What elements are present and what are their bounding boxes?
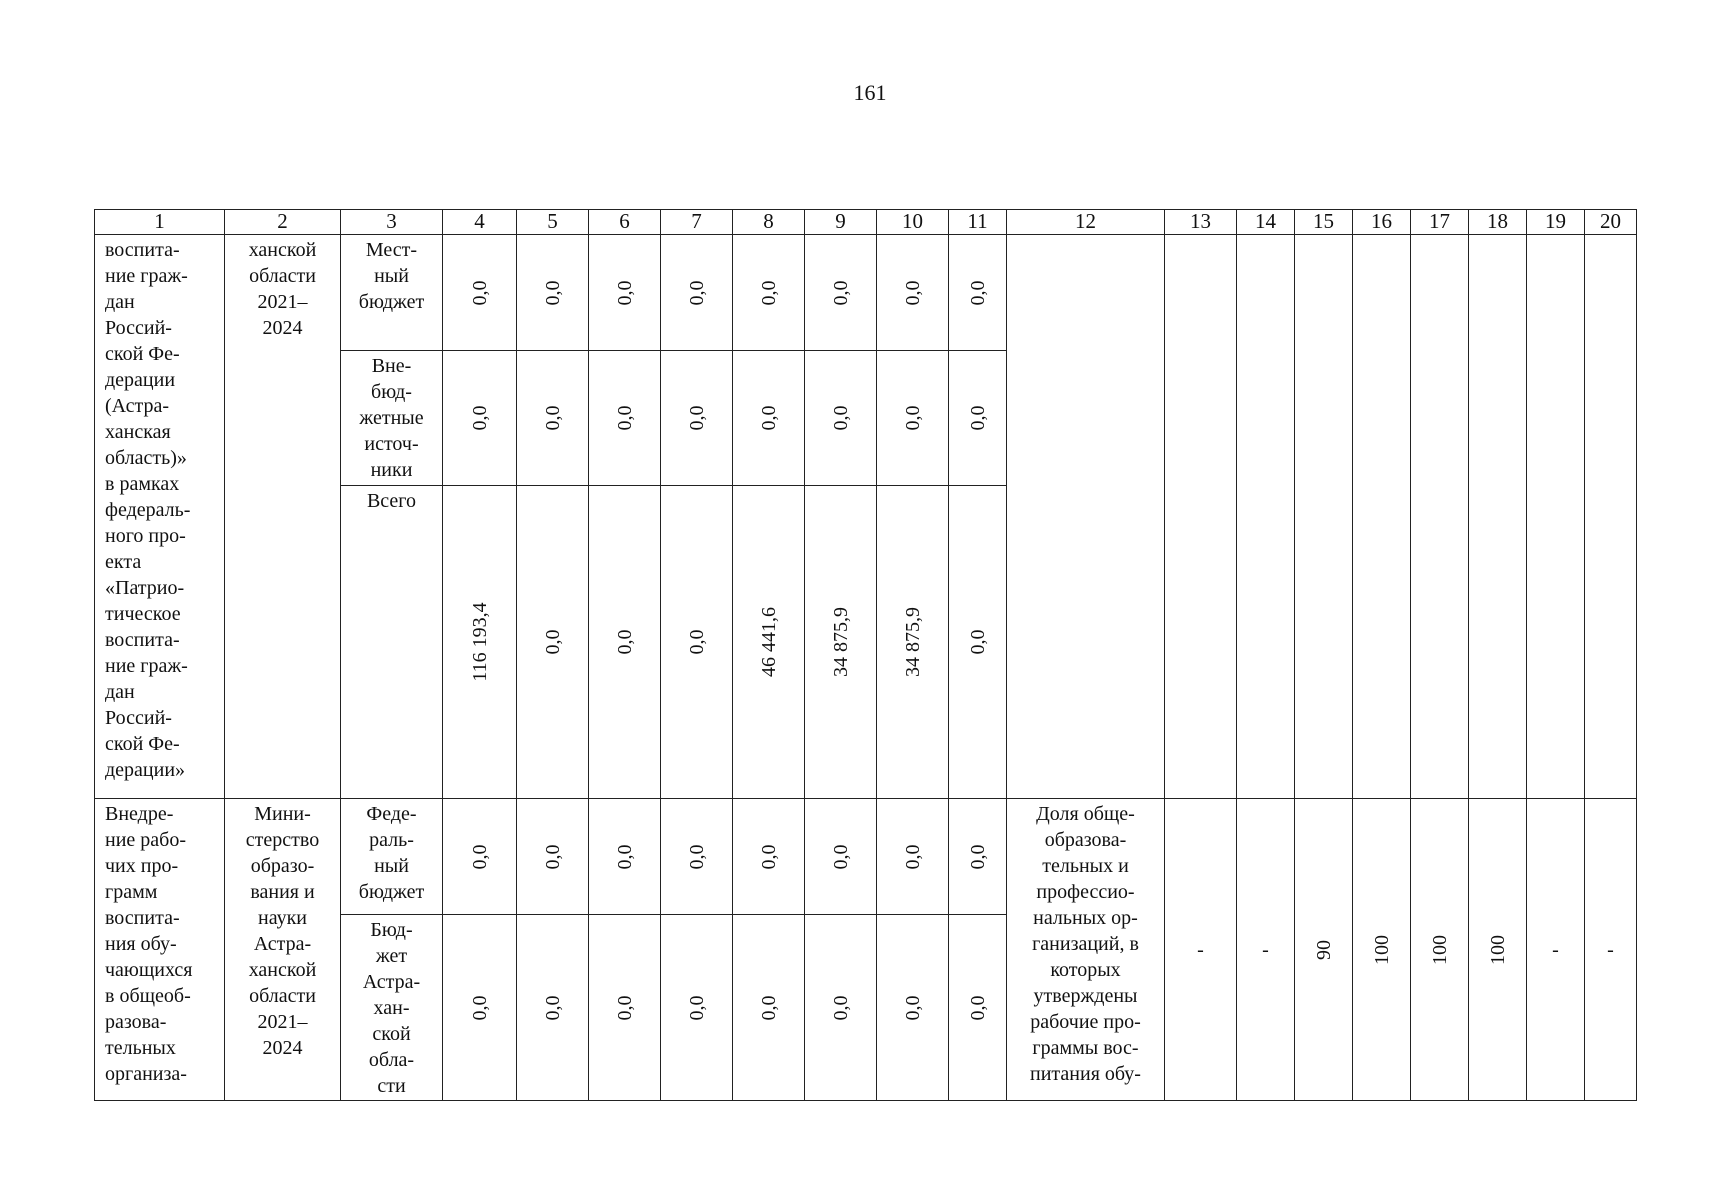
cell-text-line: ханская: [105, 421, 171, 443]
cell-value: -: [1262, 938, 1269, 961]
value-cell: [877, 799, 949, 915]
cell-text-line: грамм: [105, 881, 158, 903]
column-number-cell: 2: [225, 210, 341, 235]
cell-value: 0,0: [541, 405, 564, 431]
cell-value: 0,0: [468, 844, 491, 869]
value-cell: [517, 486, 589, 799]
cell-text-line: область)»: [105, 447, 187, 469]
cell-text-line: ния обу-: [105, 933, 177, 955]
value-cell: [517, 235, 589, 351]
indicator-name-cell: [1007, 799, 1165, 1101]
value-cell: [805, 799, 877, 915]
indicator-cell: [1585, 799, 1637, 1101]
column-number-cell: 16: [1353, 210, 1411, 235]
cell-text-line: воспита-: [105, 629, 180, 651]
indicator-cell: [1411, 799, 1469, 1101]
cell-text-line: в рамках: [105, 473, 180, 495]
indicator-cell: [1411, 235, 1469, 799]
cell-text-line: ного про-: [105, 525, 186, 547]
cell-value: 0,0: [685, 280, 708, 305]
cell-text-line: тельных: [105, 1037, 176, 1059]
column-number-cell: 1: [95, 210, 225, 235]
value-cell: [443, 486, 517, 799]
page-number: 161: [853, 80, 887, 105]
cell-text-line: нальных ор-: [1033, 907, 1138, 929]
cell-value: 0,0: [613, 844, 636, 869]
cell-value: 0,0: [613, 405, 636, 431]
cell-text: [344, 488, 439, 514]
value-cell: [517, 351, 589, 486]
cell-text-line: Астра-: [362, 971, 421, 993]
funding-source-cell: [341, 351, 443, 486]
column-number-cell: 18: [1469, 210, 1527, 235]
value-cell: [589, 235, 661, 351]
value-cell: [661, 486, 733, 799]
cell-value: 0,0: [541, 629, 564, 655]
cell-value: 100: [1486, 934, 1509, 965]
cell-text-line: ханской: [248, 959, 317, 981]
value-cell: [877, 486, 949, 799]
cell-value: 0,0: [613, 629, 636, 655]
cell-value: 0,0: [757, 844, 780, 869]
cell-value: 0,0: [541, 844, 564, 869]
indicator-cell: [1295, 235, 1353, 799]
value-cell: [443, 351, 517, 486]
value-cell: [443, 235, 517, 351]
executor-cell: [225, 235, 341, 799]
funding-source-cell: [341, 915, 443, 1101]
cell-text-line: тельных и: [1042, 855, 1129, 877]
column-number-cell: 8: [733, 210, 805, 235]
value-cell: [589, 486, 661, 799]
indicator-cell: [1237, 799, 1295, 1101]
cell-text-line: воспита-: [105, 907, 180, 929]
cell-text-line: федераль-: [105, 499, 191, 521]
event-name-cell: [95, 235, 225, 799]
cell-text-line: ники: [370, 459, 413, 481]
indicator-cell: [1527, 799, 1585, 1101]
cell-text-line: чих про-: [105, 855, 179, 877]
value-cell: [589, 915, 661, 1101]
cell-text-line: (Астра-: [105, 395, 170, 417]
cell-text-line: дан: [105, 291, 135, 313]
value-cell: [733, 915, 805, 1101]
value-cell: [589, 351, 661, 486]
cell-value: 0,0: [966, 629, 989, 655]
value-cell: [517, 915, 589, 1101]
cell-text-line: утверждены: [1033, 985, 1138, 1007]
value-cell: [517, 799, 589, 915]
funding-source-cell: [341, 486, 443, 799]
column-number-cell: 6: [589, 210, 661, 235]
indicator-cell: [1165, 799, 1237, 1101]
cell-value: 0,0: [468, 280, 491, 305]
column-number-cell: 14: [1237, 210, 1295, 235]
cell-text-line: Доля обще-: [1036, 803, 1135, 825]
value-cell: [949, 486, 1007, 799]
cell-value: 46 441,6: [757, 607, 780, 677]
value-cell: [661, 351, 733, 486]
cell-text-line: бюджет: [358, 881, 425, 903]
cell-text-line: жет: [375, 945, 408, 967]
cell-text-line: профессио-: [1036, 881, 1135, 903]
value-cell: [949, 915, 1007, 1101]
cell-text-line: 2024: [262, 1037, 303, 1059]
cell-value: 0,0: [685, 995, 708, 1020]
cell-text-line: организа-: [105, 1063, 187, 1085]
cell-text-line: граммы вос-: [1032, 1037, 1139, 1059]
value-cell: [805, 915, 877, 1101]
value-cell: [733, 235, 805, 351]
cell-value: 0,0: [757, 405, 780, 431]
cell-text-line: которых: [1050, 959, 1121, 981]
column-number-cell: 11: [949, 210, 1007, 235]
cell-value: 0,0: [541, 280, 564, 305]
cell-value: 34 875,9: [829, 607, 852, 677]
value-cell: [877, 351, 949, 486]
cell-text-line: дерации: [105, 369, 176, 391]
cell-text: [344, 353, 439, 483]
cell-text-line: ный: [374, 855, 409, 877]
column-number-cell: 7: [661, 210, 733, 235]
cell-text-line: ганизаций, в: [1032, 933, 1139, 955]
indicator-cell: [1585, 235, 1637, 799]
indicator-cell: [1237, 235, 1295, 799]
cell-text-line: сти: [377, 1075, 406, 1097]
cell-text: [105, 237, 220, 783]
cell-text-line: образо-: [250, 855, 315, 877]
cell-value: 0,0: [901, 995, 924, 1020]
value-cell: [661, 235, 733, 351]
cell-text-line: хан-: [373, 997, 410, 1019]
budget-table: [94, 209, 1637, 1101]
cell-text-line: 2021–: [257, 1011, 308, 1033]
cell-value: 90: [1312, 939, 1335, 960]
event-name-cell: [95, 799, 225, 1101]
value-cell: [805, 486, 877, 799]
indicator-cell: [1469, 235, 1527, 799]
cell-value: -: [1197, 938, 1204, 961]
value-cell: [805, 351, 877, 486]
cell-text-line: Бюд-: [370, 919, 413, 941]
cell-text-line: бюджет: [358, 291, 425, 313]
indicator-name-cell: [1007, 235, 1165, 799]
table-row: [95, 235, 1637, 351]
cell-text-line: Россий-: [105, 707, 172, 729]
column-number-cell: 5: [517, 210, 589, 235]
cell-text-line: науки: [258, 907, 307, 929]
cell-value: 0,0: [901, 280, 924, 305]
value-cell: [443, 799, 517, 915]
cell-text-line: Внедре-: [105, 803, 174, 825]
cell-value: 116 193,4: [468, 602, 491, 682]
cell-text-line: тическое: [105, 603, 181, 625]
cell-value: 0,0: [541, 995, 564, 1020]
cell-text-line: вания и: [250, 881, 315, 903]
cell-text-line: ской Фе-: [105, 343, 180, 365]
value-cell: [877, 235, 949, 351]
cell-text: [344, 917, 439, 1099]
cell-value: 0,0: [468, 405, 491, 431]
funding-source-cell: [341, 799, 443, 915]
cell-value: 0,0: [829, 844, 852, 869]
cell-value: 0,0: [757, 280, 780, 305]
indicator-cell: [1469, 799, 1527, 1101]
cell-text-line: ской: [372, 1023, 411, 1045]
cell-value: 0,0: [685, 629, 708, 655]
column-number-cell: 17: [1411, 210, 1469, 235]
cell-value: 0,0: [966, 995, 989, 1020]
cell-text-line: ханской: [248, 239, 317, 261]
executor-cell: [225, 799, 341, 1101]
indicator-cell: [1165, 235, 1237, 799]
cell-text-line: Астра-: [253, 933, 312, 955]
cell-value: 100: [1370, 934, 1393, 965]
cell-text-line: рабочие про-: [1030, 1011, 1141, 1033]
column-number-cell: 20: [1585, 210, 1637, 235]
cell-text-line: дан: [105, 681, 135, 703]
cell-value: 0,0: [829, 280, 852, 305]
cell-text-line: Россий-: [105, 317, 172, 339]
value-cell: [443, 915, 517, 1101]
cell-text-line: 2021–: [257, 291, 308, 313]
column-number-cell: 10: [877, 210, 949, 235]
cell-value: -: [1552, 938, 1559, 961]
cell-text-line: екта: [105, 551, 142, 573]
cell-text-line: бюд-: [371, 381, 412, 403]
cell-text-line: воспита-: [105, 239, 180, 261]
cell-text-line: ской Фе-: [105, 733, 180, 755]
value-cell: [733, 799, 805, 915]
cell-text: [344, 237, 439, 315]
cell-value: 0,0: [829, 995, 852, 1020]
cell-text-line: питания обу-: [1030, 1063, 1141, 1085]
cell-value: 0,0: [966, 405, 989, 431]
cell-value: 0,0: [901, 844, 924, 869]
cell-text-line: образова-: [1044, 829, 1127, 851]
cell-value: 0,0: [966, 280, 989, 305]
value-cell: [805, 235, 877, 351]
cell-text-line: ние граж-: [105, 655, 188, 677]
value-cell: [949, 351, 1007, 486]
cell-value: 0,0: [613, 280, 636, 305]
value-cell: [949, 799, 1007, 915]
value-cell: [589, 799, 661, 915]
cell-value: 34 875,9: [901, 607, 924, 677]
cell-text: [344, 801, 439, 905]
cell-value: 0,0: [829, 405, 852, 431]
value-cell: [877, 915, 949, 1101]
cell-text-line: ный: [374, 265, 409, 287]
cell-text-line: Всего: [366, 490, 417, 512]
cell-text-line: Мест-: [365, 239, 418, 261]
funding-source-cell: [341, 235, 443, 351]
column-number-cell: 13: [1165, 210, 1237, 235]
cell-text-line: в общеоб-: [105, 985, 191, 1007]
cell-text-line: «Патрио-: [105, 577, 185, 599]
column-number-cell: 19: [1527, 210, 1585, 235]
cell-text-line: обла-: [368, 1049, 415, 1071]
indicator-cell: [1353, 799, 1411, 1101]
value-cell: [949, 235, 1007, 351]
column-number-cell: 15: [1295, 210, 1353, 235]
cell-text-line: ние граж-: [105, 265, 188, 287]
column-number-cell: 12: [1007, 210, 1165, 235]
indicator-cell: [1295, 799, 1353, 1101]
cell-text: [228, 801, 337, 1061]
cell-text-line: стерство: [245, 829, 320, 851]
cell-value: 0,0: [966, 844, 989, 869]
cell-value: 0,0: [757, 995, 780, 1020]
cell-text: [1010, 801, 1161, 1087]
column-number-cell: 9: [805, 210, 877, 235]
cell-text: [228, 237, 337, 341]
cell-value: 0,0: [901, 405, 924, 431]
cell-text-line: Феде-: [366, 803, 417, 825]
cell-value: 0,0: [468, 995, 491, 1020]
cell-text-line: разова-: [105, 1011, 167, 1033]
cell-value: 0,0: [685, 405, 708, 431]
cell-text-line: дерации»: [105, 759, 186, 781]
indicator-cell: [1353, 235, 1411, 799]
cell-text-line: чающихся: [105, 959, 193, 981]
cell-text-line: области: [249, 265, 316, 287]
cell-text-line: Мини-: [254, 803, 311, 825]
cell-text-line: ние рабо-: [105, 829, 186, 851]
cell-text-line: раль-: [369, 829, 414, 851]
value-cell: [661, 915, 733, 1101]
cell-value: 0,0: [613, 995, 636, 1020]
cell-value: 100: [1428, 934, 1451, 965]
cell-text-line: источ-: [364, 433, 419, 455]
cell-text-line: области: [249, 985, 316, 1007]
cell-text-line: жетные: [359, 407, 424, 429]
cell-value: -: [1607, 938, 1614, 961]
cell-text-line: 2024: [262, 317, 303, 339]
table-row: [95, 799, 1637, 915]
column-numbers-row: [95, 210, 1637, 235]
value-cell: [661, 799, 733, 915]
cell-value: 0,0: [685, 844, 708, 869]
column-number-cell: 3: [341, 210, 443, 235]
cell-text: [105, 801, 220, 1087]
value-cell: [733, 486, 805, 799]
cell-text-line: Вне-: [371, 355, 412, 377]
indicator-cell: [1527, 235, 1585, 799]
value-cell: [733, 351, 805, 486]
column-number-cell: 4: [443, 210, 517, 235]
